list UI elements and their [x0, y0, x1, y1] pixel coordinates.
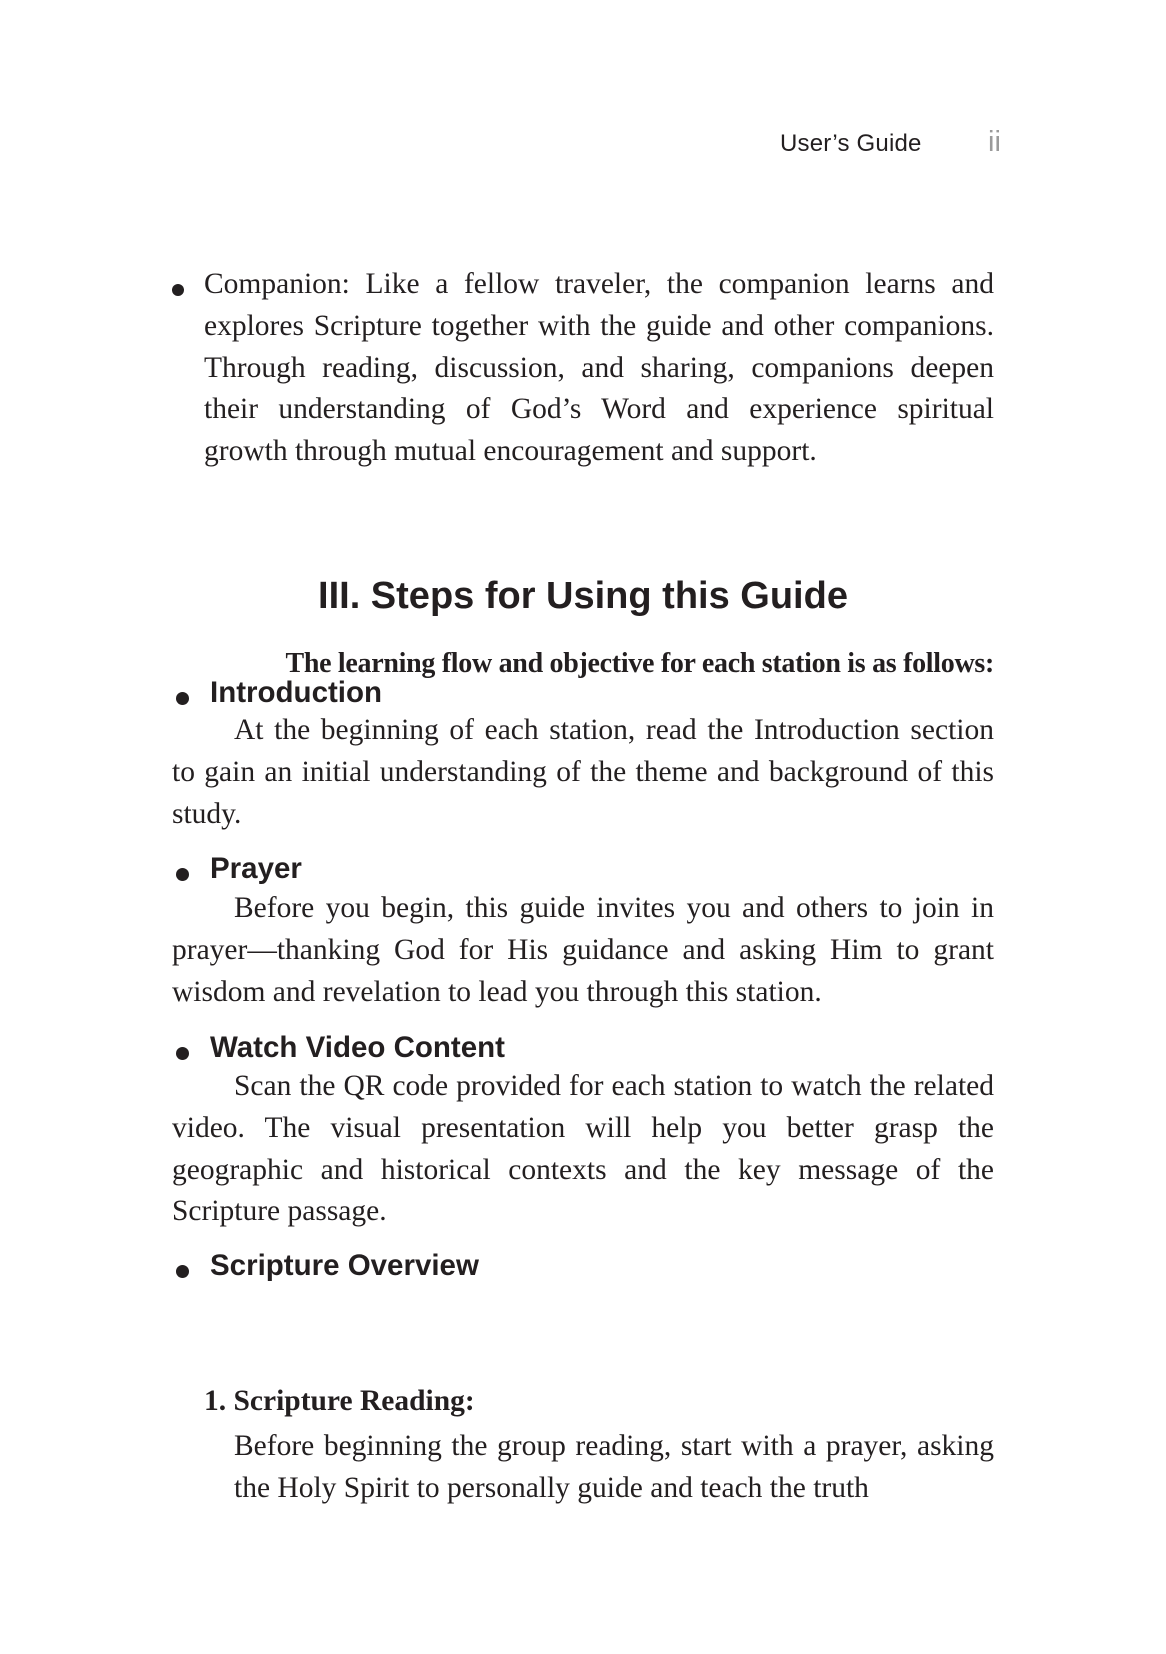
- page-number: ii: [988, 126, 1001, 158]
- bullet-icon: [172, 284, 184, 296]
- prayer-body: Before you begin, this guide invites you and others to join in prayer—thanking God for His guidance and asking Him to grant wisdom and revelation to lead you through this station.: [172, 892, 994, 1008]
- bullet-icon: [176, 868, 189, 881]
- section-lead: The learning flow and objective for each station is as follows:: [285, 648, 994, 679]
- scripture-reading-body: Before beginning the group reading, start with a prayer, asking the Holy Spirit to personally guide and teach the truth: [234, 1430, 994, 1504]
- prayer-heading-label: Prayer: [210, 852, 302, 885]
- introduction-heading-label: Introduction: [210, 676, 383, 709]
- companion-text: Companion: Like a fellow traveler, the companion learns and explores Scripture together with the guide and other companions. Through reading, discussion, and sharing, companions deepen their understanding of God’s Word and experience spiritual growth through mutual encouragement and support.: [204, 268, 994, 468]
- video-body: Scan the QR code provided for each station to watch the related video. The visual presentation will help you better grasp the geographic and historical contexts and the key message of the Scripture passage.: [172, 1070, 994, 1228]
- scripture-reading-heading: 1. Scripture Reading:: [204, 1385, 475, 1417]
- section-title: [0, 575, 1166, 618]
- bullet-icon: [176, 1047, 189, 1060]
- introduction-body: At the beginning of each station, read the Introduction section to gain an initial understanding of the theme and background of this study.: [172, 714, 994, 830]
- overview-heading-label: Scripture Overview: [210, 1249, 479, 1282]
- running-header: [780, 128, 1010, 164]
- bullet-icon: [176, 692, 189, 705]
- video-heading-label: Watch Video Content: [210, 1031, 505, 1064]
- section-title-text: III. Steps for Using this Guide: [318, 575, 848, 617]
- bullet-icon: [176, 1265, 189, 1278]
- header-title: User’s Guide: [780, 130, 922, 157]
